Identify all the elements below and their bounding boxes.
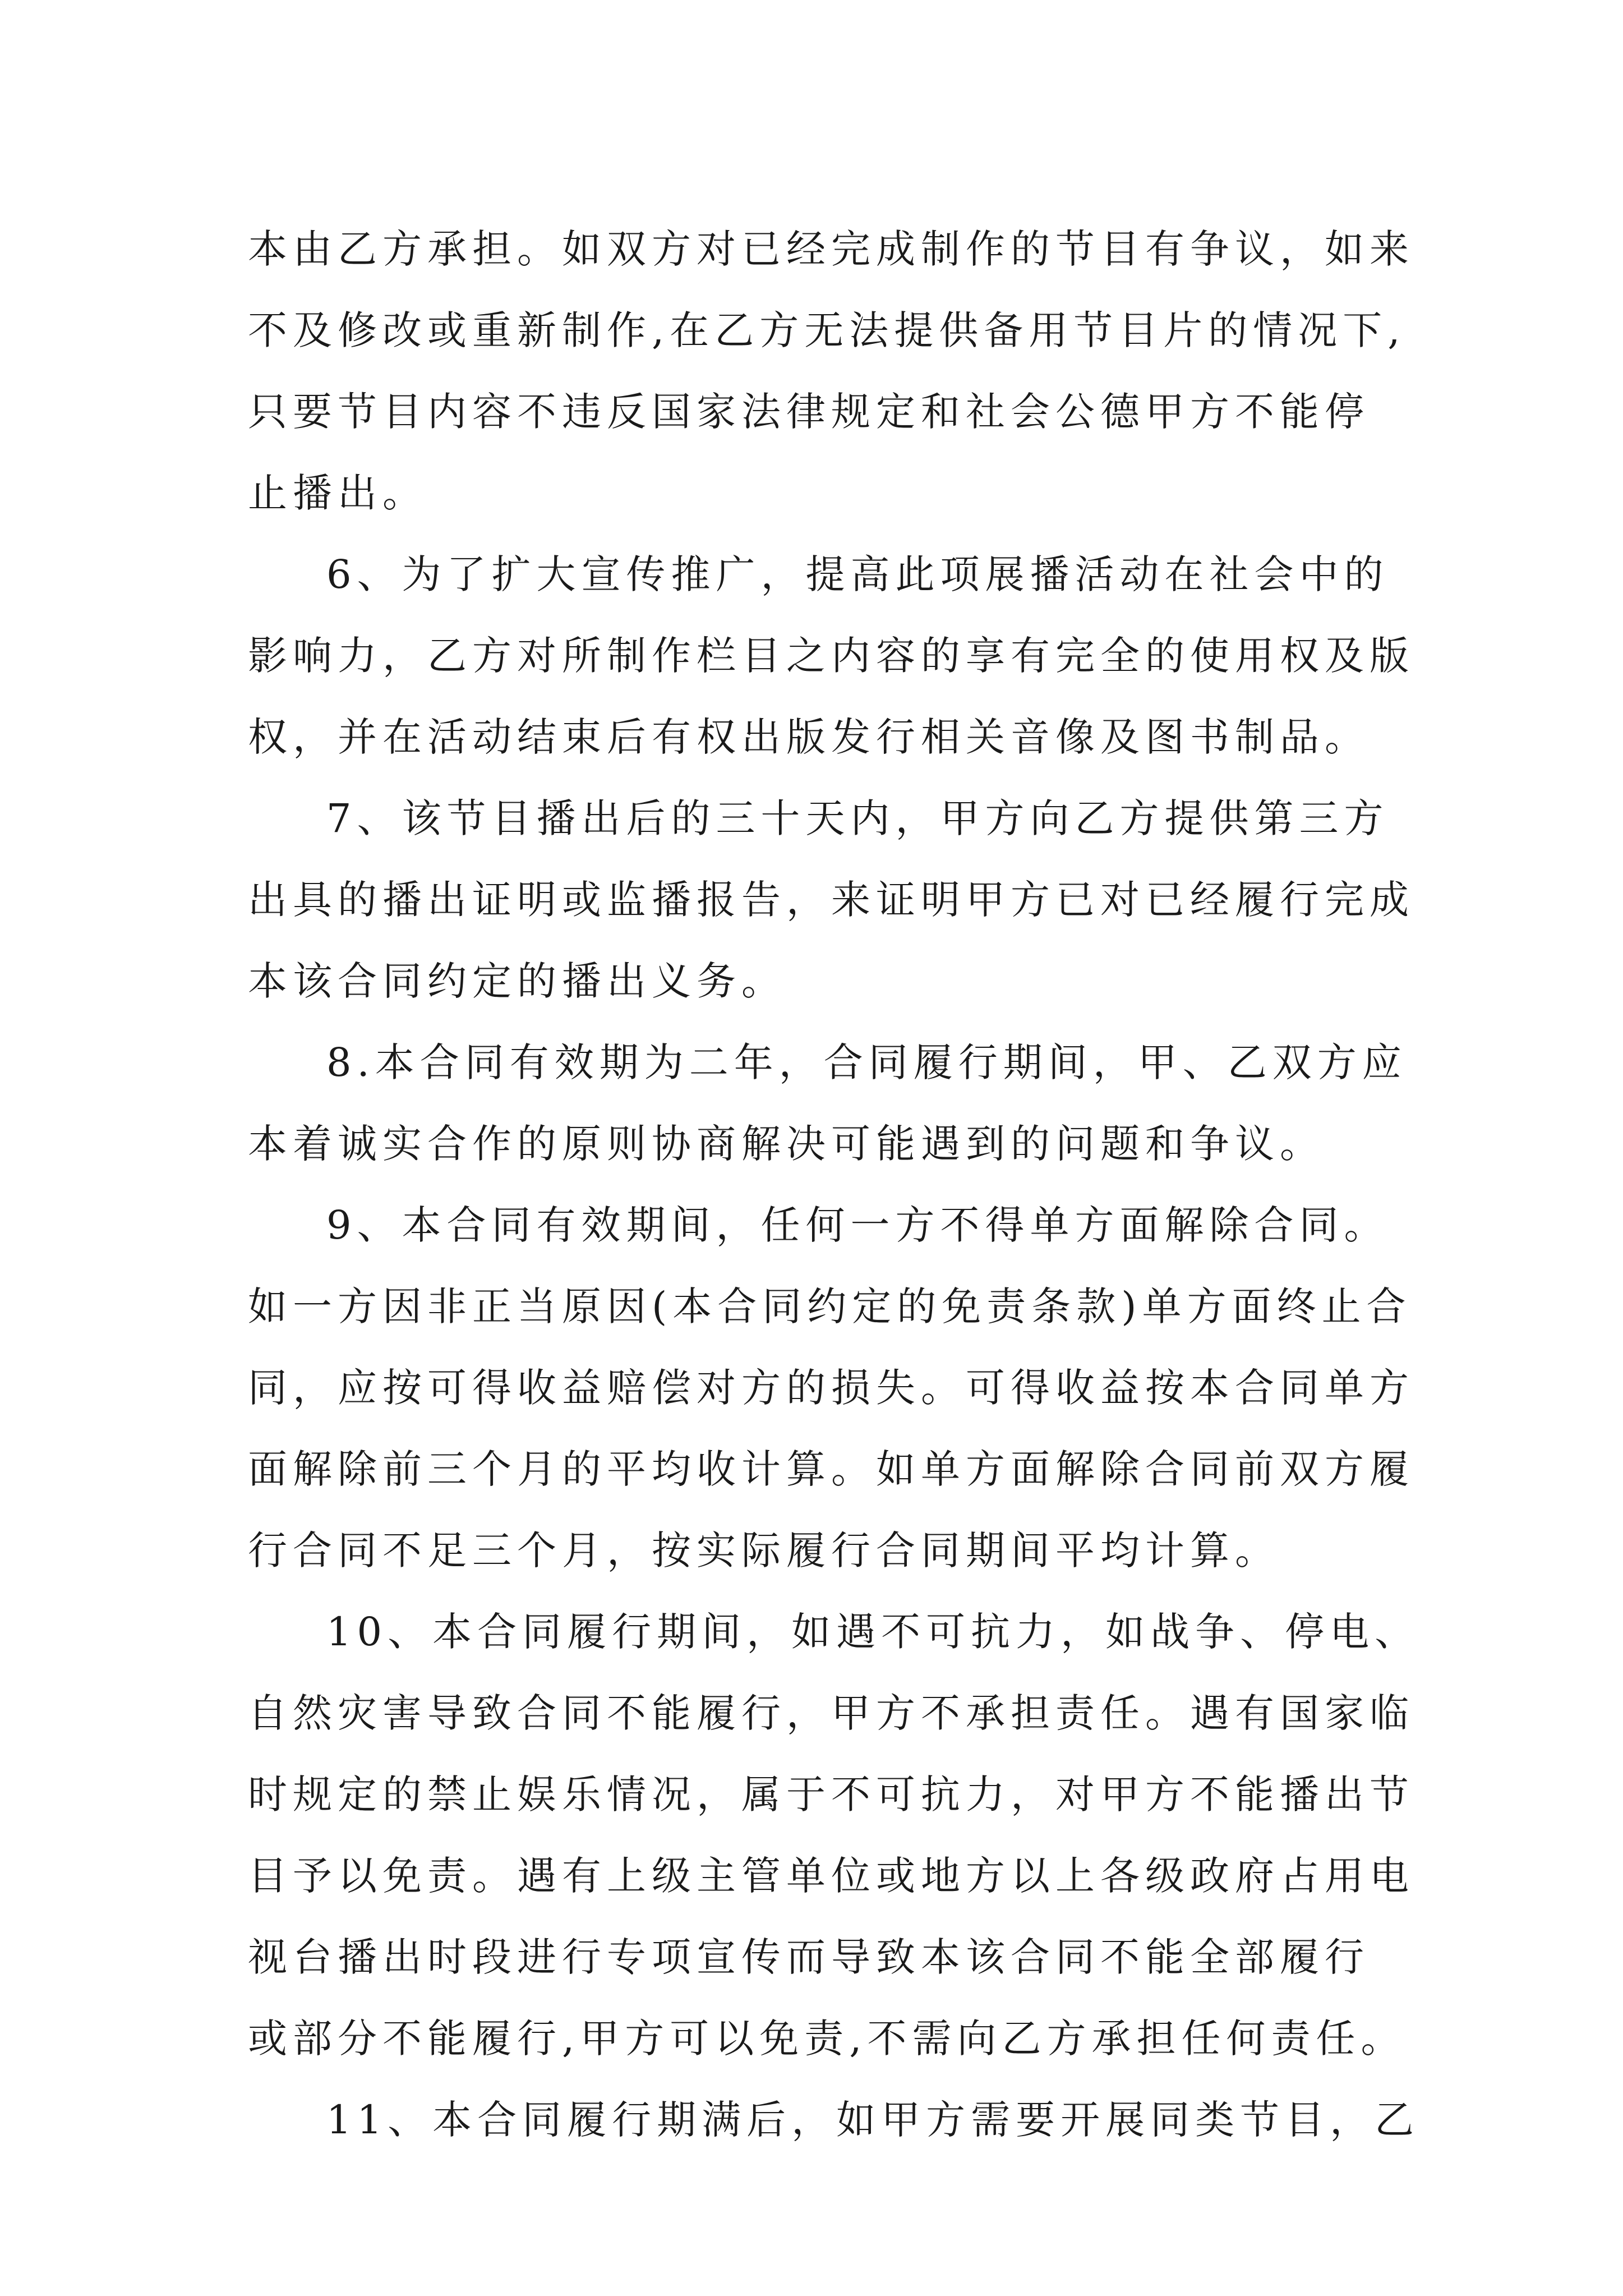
- text-line: 面解除前三个月的平均收计算。如单方面解除合同前双方履: [248, 1446, 1414, 1492]
- text-line: 目予以免责。遇有上级主管单位或地方以上各级政府占用电: [248, 1853, 1414, 1899]
- clause-9-start: 9、本合同有效期间，任何一方不得单方面解除合同。: [326, 1202, 1389, 1248]
- clause-7-start: 7、该节目播出后的三十天内，甲方向乙方提供第三方: [326, 795, 1389, 841]
- text-line: 不及修改或重新制作,在乙方无法提供备用节目片的情况下,: [248, 307, 1406, 353]
- text-line: 或部分不能履行,甲方可以免责,不需向乙方承担任何责任。: [248, 2016, 1406, 2062]
- clause-11-start: 11、本合同履行期满后，如甲方需要开展同类节目，乙: [326, 2097, 1420, 2143]
- text-line: 止播出。: [248, 470, 427, 516]
- text-line: 同，应按可得收益赔偿对方的损失。可得收益按本合同单方: [248, 1365, 1414, 1411]
- text-line: 本该合同约定的播出义务。: [248, 958, 786, 1004]
- text-line: 本由乙方承担。如双方对已经完成制作的节目有争议，如来: [248, 226, 1414, 272]
- text-line: 行合同不足三个月，按实际履行合同期间平均计算。: [248, 1527, 1280, 1573]
- contract-text-block: [248, 209, 1437, 2161]
- text-line: 如一方因非正当原因(本合同约定的免责条款)单方面终止合: [248, 1283, 1412, 1329]
- text-line: 权，并在活动结束后有权出版发行相关音像及图书制品。: [248, 714, 1370, 760]
- clause-8-start: 8.本合同有效期为二年，合同履行期间，甲、乙双方应: [326, 1039, 1407, 1085]
- text-line: 自然灾害导致合同不能履行，甲方不承担责任。遇有国家临: [248, 1690, 1414, 1736]
- text-line: 影响力，乙方对所制作栏目之内容的享有完全的使用权及版: [248, 633, 1414, 679]
- clause-10-start: 10、本合同履行期间，如遇不可抗力，如战争、停电、: [326, 1609, 1420, 1655]
- text-line: 视台播出时段进行专项宣传而导致本该合同不能全部履行: [248, 1934, 1370, 1980]
- text-line: 本着诚实合作的原则协商解决可能遇到的问题和争议。: [248, 1121, 1325, 1167]
- text-line: 只要节目内容不违反国家法律规定和社会公德甲方不能停: [248, 389, 1370, 435]
- text-line: 出具的播出证明或监播报告，来证明甲方已对已经履行完成: [248, 877, 1414, 923]
- text-line: 时规定的禁止娱乐情况，属于不可抗力，对甲方不能播出节: [248, 1772, 1414, 1818]
- clause-6-start: 6、为了扩大宣传推广，提高此项展播活动在社会中的: [326, 551, 1389, 597]
